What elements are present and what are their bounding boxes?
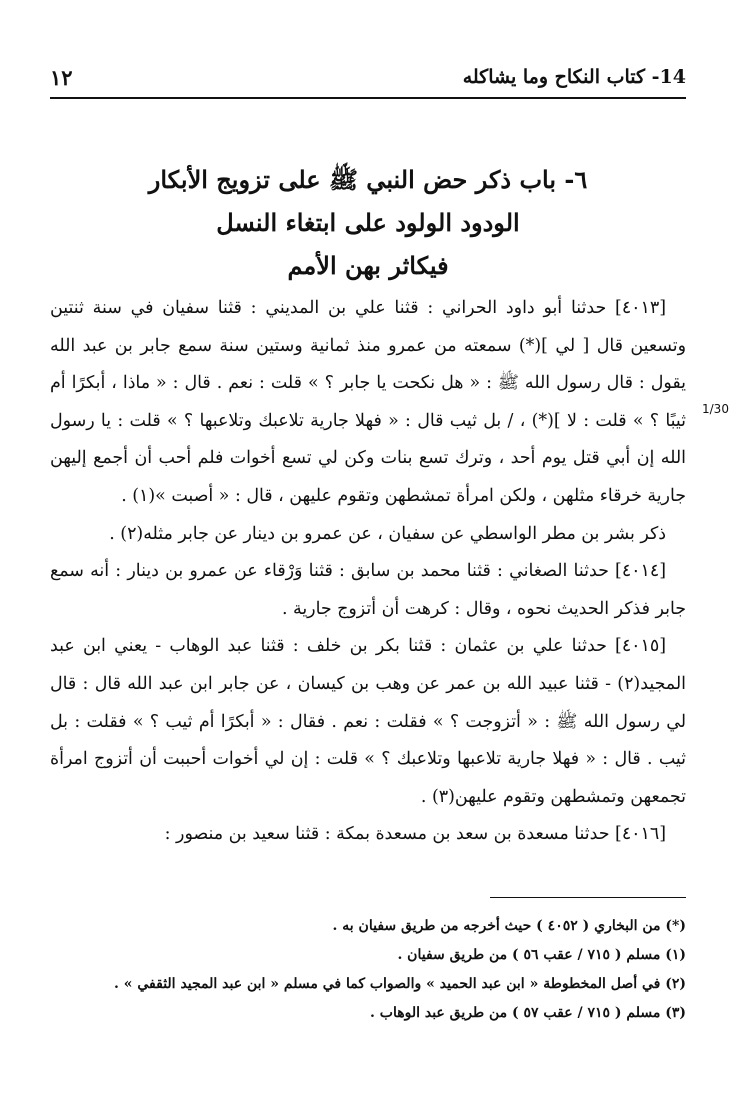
running-header (50, 58, 686, 96)
hadith-4016: [٤٠١٦] حدثنا مسعدة بن سعد بن مسعدة بمكة : قثنا سعيد بن منصور : (164, 824, 666, 845)
footnote: (*) من البخاري ( ٤٠٥٢ ) حيث أخرجه من طريق سفيان به . (332, 918, 686, 934)
hadith-4014: [٤٠١٤] حدثنا الصغاني : قثنا محمد بن سابق : قثنا وَرْقاء عن عمرو بن دينار : أنه سمع جابر فذكر الحديث نحوه ، وقال : كرهت أن أتزوج جارية . (50, 561, 686, 619)
hadith-4013: [٤٠١٣] حدثنا أبو داود الحراني : قثنا علي بن المديني : قثنا سفيان في سنة ثنتين وتسعين قال [ لي ](*) سمعته من عمرو منذ ثمانية وستين سنة سمع جابر بن عبد الله يقول : قال رسول الله ﷺ : « هل نكحت يا جابر ؟ » قلت : نعم . قال : « ماذا ، أبكرًا أم ثيبًا ؟ » قلت : لا ](*) ، / بل ثيب قال : « فهلا جارية تلاعبك وتلاعبها ؟ » قلت : يا رسول الله إن أبي قتل يوم أحد ، وترك تسع بنات وكن لي تسع أخوات فلم أحب أن أجمع إليهن جارية خرقاء مثلهن ، ولكن امرأة تمشطهن وتقوم عليهن ، قال : « أصبت »(١) . (50, 298, 686, 506)
footnote-rule (490, 897, 686, 898)
heading-line-1: ٦- باب ذكر حض النبي ﷺ على تزويج الأبكار (148, 165, 588, 194)
header-rule (50, 97, 686, 99)
footnote: (٢) في أصل المخطوطة « ابن عبد الحميد » والصواب كما في مسلم « ابن عبد المجيد الثقفي » . (113, 976, 686, 992)
body-text (50, 290, 686, 854)
header-title: 14- كتاب النكاح وما يشاكله (462, 66, 686, 88)
note-paragraph: ذكر بشر بن مطر الواسطي عن سفيان ، عن عمرو بن دينار عن جابر مثله(٢) . (109, 523, 666, 544)
heading-line-2: الودود الولود على ابتغاء النسل (216, 208, 520, 237)
footnote: (١) مسلم ( ٧١٥ / عقب ٥٦ ) من طريق سفيان . (397, 947, 686, 963)
footnotes (50, 912, 686, 1028)
footnote: (٣) مسلم ( ٧١٥ / عقب ٥٧ ) من طريق عبد الوهاب . (370, 1005, 686, 1021)
margin-note: 1/30 (702, 402, 729, 416)
heading-line-3: فيكاثر بهن الأمم (287, 251, 449, 280)
page-number: ١٢ (50, 64, 73, 90)
hadith-4015: [٤٠١٥] حدثنا علي بن عثمان : قثنا بكر بن خلف : قثنا عبد الوهاب - يعني ابن عبد المجيد(٢) - قثنا عبيد الله بن عمر عن وهب بن كيسان ، عن جابر ابن عبد الله قال : قال لي رسول الله ﷺ : « أتزوجت ؟ » فقلت : نعم . فقال : « أبكرًا أم ثيب ؟ » فقلت : بل ثيب . قال : « فهلا جارية تلاعبها وتلاعبك ؟ » قلت : إن لي أخوات أحببت أن أتزوج امرأة تجمعهن وتمشطهن وتقوم عليهن(٣) . (50, 636, 686, 807)
chapter-heading (50, 158, 686, 287)
